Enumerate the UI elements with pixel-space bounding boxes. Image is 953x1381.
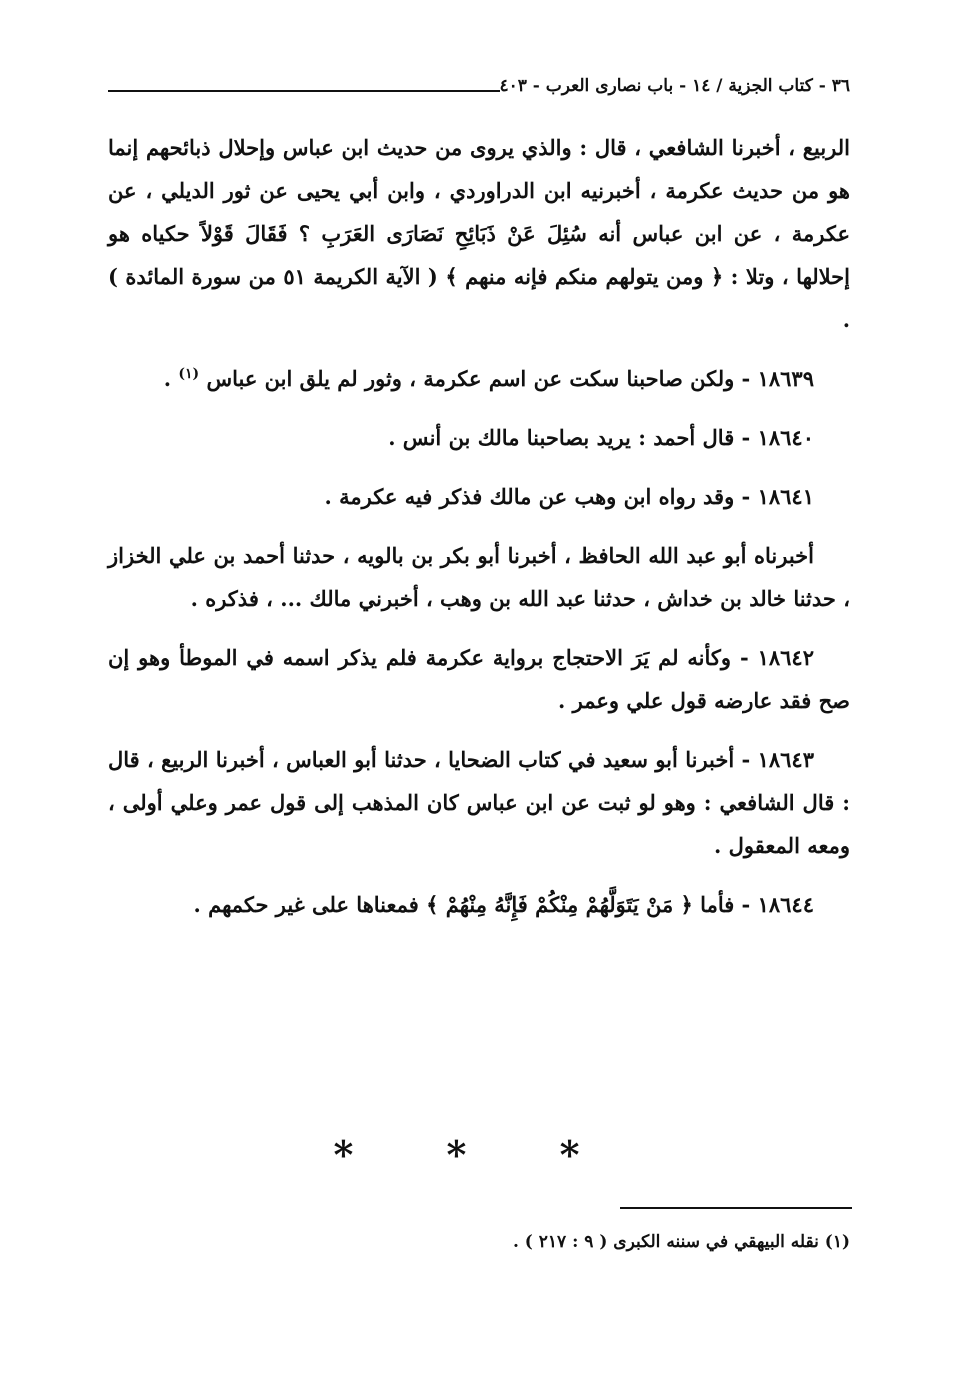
footnote: (١) نقله البيهقي في سننه الكبرى ( ٩ : ٢١٧ ) .	[512, 1232, 850, 1252]
paragraph: ١٨٦٤٤ - فأما ﴿ مَنْ يَتَوَلَّهُمْ مِنْكُمْ فَإِنَّهُ مِنْهُمْ ﴾ فمعناها على غير حكمهم .	[193, 892, 814, 917]
running-header	[108, 76, 850, 106]
footnote-reference[interactable]: (١)	[178, 366, 200, 382]
section-separator: * * *	[333, 1132, 620, 1177]
paragraph: ١٨٦٤٠ - قال أحمد : يريد بصاحبنا مالك بن أنس .	[388, 425, 814, 450]
footnote-rule	[620, 1207, 852, 1209]
paragraph	[108, 357, 850, 400]
paragraph: ١٨٦٤١ - وقد رواه ابن وهب عن مالك فذكر فيه عكرمة .	[324, 484, 814, 509]
main-text	[108, 126, 850, 942]
running-title: ٣٦ - كتاب الجزية / ١٤ - باب نصارى العرب - ٤٠٣	[499, 76, 850, 96]
paragraph: ١٨٦٤٣ - أخبرنا أبو سعيد في كتاب الضحايا ، حدثنا أبو العباس ، أخبرنا الربيع ، قال : قال الشافعي : وهو لو ثبت عن ابن عباس كان المذهب إلى قول عمر وعلي أولى ، ومعه المعقول .	[108, 747, 850, 858]
paragraph-end: .	[163, 366, 179, 391]
header-rule	[108, 90, 500, 92]
paragraph: الربيع ، أخبرنا الشافعي ، قال : والذي يروى من حديث ابن عباس وإحلال ذبائحهم إنما هو من حديث عكرمة ، أخبرنيه ابن الدراوردي ، وابن أبي يحيى عن ثور الديلي ، عن عكرمة ، عن ابن عباس أنه سُئِلَ عَنْ ذَبَائِحِ نَصَارَى العَرَبِ ؟ فَقَالَ قَوْلاً حكياه هو إحلالها ، وتلا : ﴿ ومن يتولهم منكم فإنه منهم ﴾ ( الآية الكريمة ٥١ من سورة المائدة ) .	[108, 135, 850, 332]
paragraph-text: ١٨٦٣٩ - ولكن صاحبنا سكت عن اسم عكرمة ، وثور لم يلق ابن عباس	[206, 366, 814, 391]
paragraph: ١٨٦٤٢ - وكأنه لم يَرَ الاحتجاج برواية عكرمة فلم يذكر اسمه في الموطأ وهو إن صح فقد عارضه قول علي وعمر .	[108, 645, 850, 713]
paragraph: أخبرناه أبو عبد الله الحافظ ، أخبرنا أبو بكر بن بالويه ، حدثنا أحمد بن علي الخزاز ، حدثنا خالد بن خداش ، حدثنا عبد الله بن وهب ، أخبرني مالك ... ، فذكره .	[108, 543, 850, 611]
